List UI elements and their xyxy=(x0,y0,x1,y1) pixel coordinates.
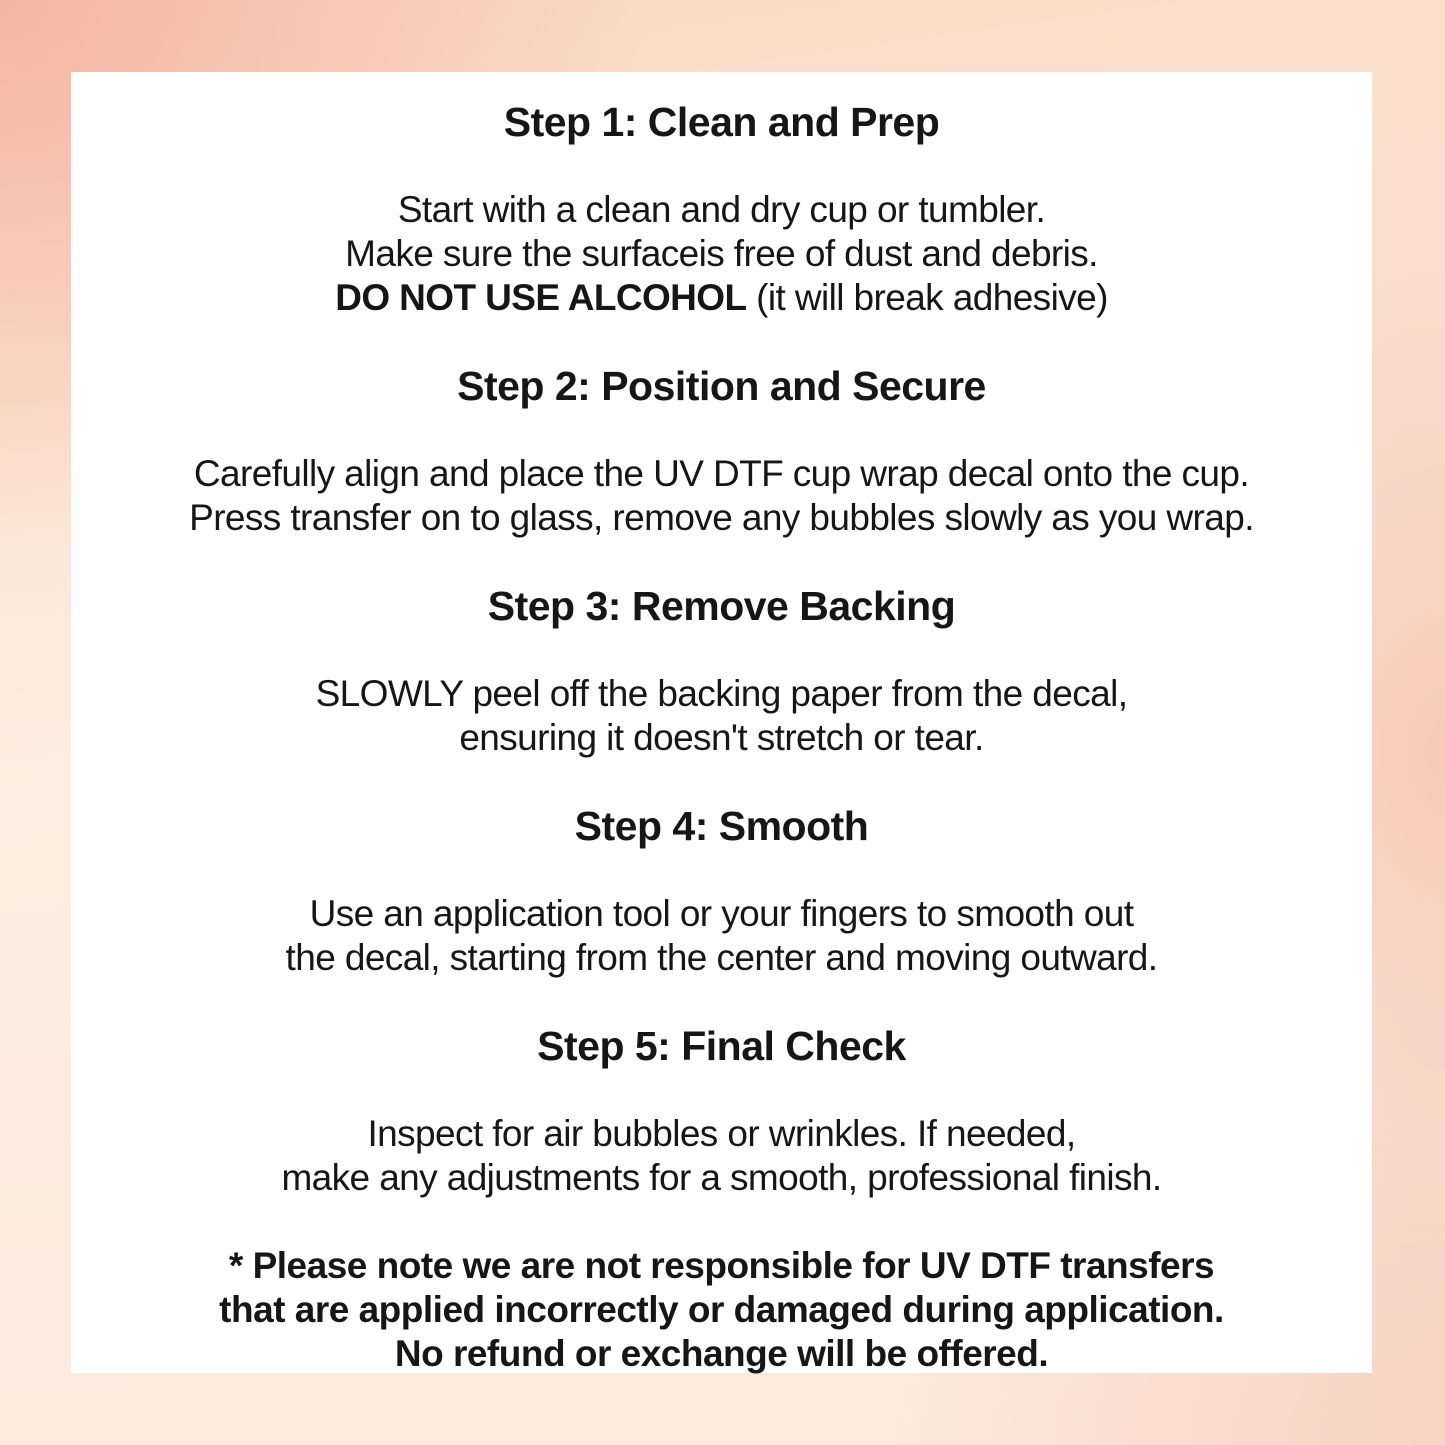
step-2-line-1: Carefully align and place the UV DTF cup wrap decal onto the cup. xyxy=(193,453,1250,494)
disclaimer-line-2: that are applied incorrectly or damaged during application. xyxy=(219,1289,1224,1330)
step-1-heading: Step 1: Clean and Prep xyxy=(503,99,940,145)
section-step-4 xyxy=(71,804,1372,980)
step-3-line-1: SLOWLY peel off the backing paper from the decal, xyxy=(315,673,1128,714)
disclaimer-line-1: * Please note we are not responsible for UV DTF transfers xyxy=(228,1245,1215,1286)
disclaimer-line-3: No refund or exchange will be offered. xyxy=(394,1333,1049,1374)
step-1-warning-line xyxy=(71,276,1372,320)
step-4-line-2: the decal, starting from the center and moving outward. xyxy=(285,937,1158,978)
warning-rest-text: (it will break adhesive) xyxy=(746,277,1108,318)
step-3-line-2: ensuring it doesn't stretch or tear. xyxy=(459,717,984,758)
step-5-line-1: Inspect for air bubbles or wrinkles. If needed, xyxy=(367,1113,1076,1154)
step-5-heading: Step 5: Final Check xyxy=(537,1023,906,1069)
section-step-3 xyxy=(71,584,1372,760)
warning-bold-text: DO NOT USE ALCOHOL xyxy=(335,277,747,318)
step-4-heading: Step 4: Smooth xyxy=(574,803,869,849)
step-1-line-2: Make sure the surfaceis free of dust and debris. xyxy=(345,233,1098,274)
instruction-card xyxy=(71,72,1372,1373)
step-3-heading: Step 3: Remove Backing xyxy=(487,583,956,629)
step-4-line-1: Use an application tool or your fingers to smooth out xyxy=(309,893,1134,934)
step-1-line-1: Start with a clean and dry cup or tumbler. xyxy=(397,189,1046,230)
step-2-line-2: Press transfer on to glass, remove any bubbles slowly as you wrap. xyxy=(189,497,1254,538)
step-5-line-2: make any adjustments for a smooth, professional finish. xyxy=(281,1157,1162,1198)
section-step-2 xyxy=(71,364,1372,540)
disclaimer-note xyxy=(71,1244,1372,1376)
section-step-5 xyxy=(71,1024,1372,1200)
step-2-heading: Step 2: Position and Secure xyxy=(457,363,986,409)
section-step-1 xyxy=(71,100,1372,320)
